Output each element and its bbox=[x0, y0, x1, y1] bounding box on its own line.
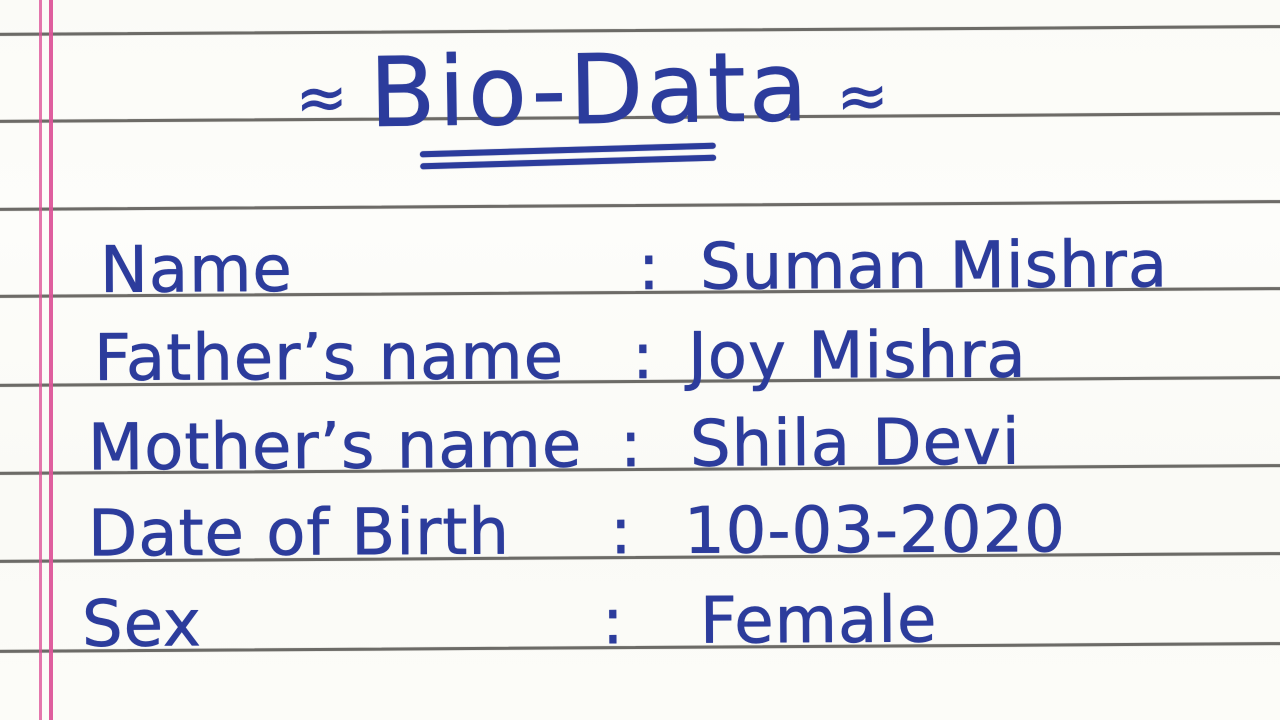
field-row-name bbox=[0, 229, 1280, 314]
field-colon: : bbox=[609, 495, 633, 570]
field-label: Date of Birth bbox=[87, 495, 511, 572]
field-row-fathers-name bbox=[0, 319, 1280, 401]
ruled-line bbox=[0, 200, 1280, 211]
title-flourish-right-icon: ≈ bbox=[836, 58, 890, 133]
field-value: Female bbox=[699, 583, 938, 659]
field-label: Sex bbox=[81, 587, 202, 662]
field-label: Name bbox=[99, 232, 293, 308]
field-colon: : bbox=[631, 319, 655, 395]
underline-bar bbox=[420, 155, 716, 170]
field-row-sex bbox=[0, 583, 1280, 668]
page-title-text: Bio-Data bbox=[368, 30, 812, 150]
field-row-mothers-name bbox=[0, 405, 1280, 491]
field-value: 10-03-2020 bbox=[683, 493, 1067, 569]
field-value: Suman Mishra bbox=[699, 228, 1169, 305]
field-colon: : bbox=[601, 585, 625, 660]
field-row-date-of-birth bbox=[0, 493, 1280, 577]
page-title bbox=[0, 29, 1233, 151]
field-label: Father’s name bbox=[93, 320, 565, 396]
field-colon: : bbox=[619, 407, 643, 483]
field-value: Joy Mishra bbox=[687, 318, 1027, 394]
field-colon: : bbox=[637, 230, 661, 306]
field-label: Mother’s name bbox=[87, 408, 583, 486]
title-flourish-left-icon: ≈ bbox=[295, 60, 349, 135]
field-value: Shila Devi bbox=[689, 405, 1021, 482]
